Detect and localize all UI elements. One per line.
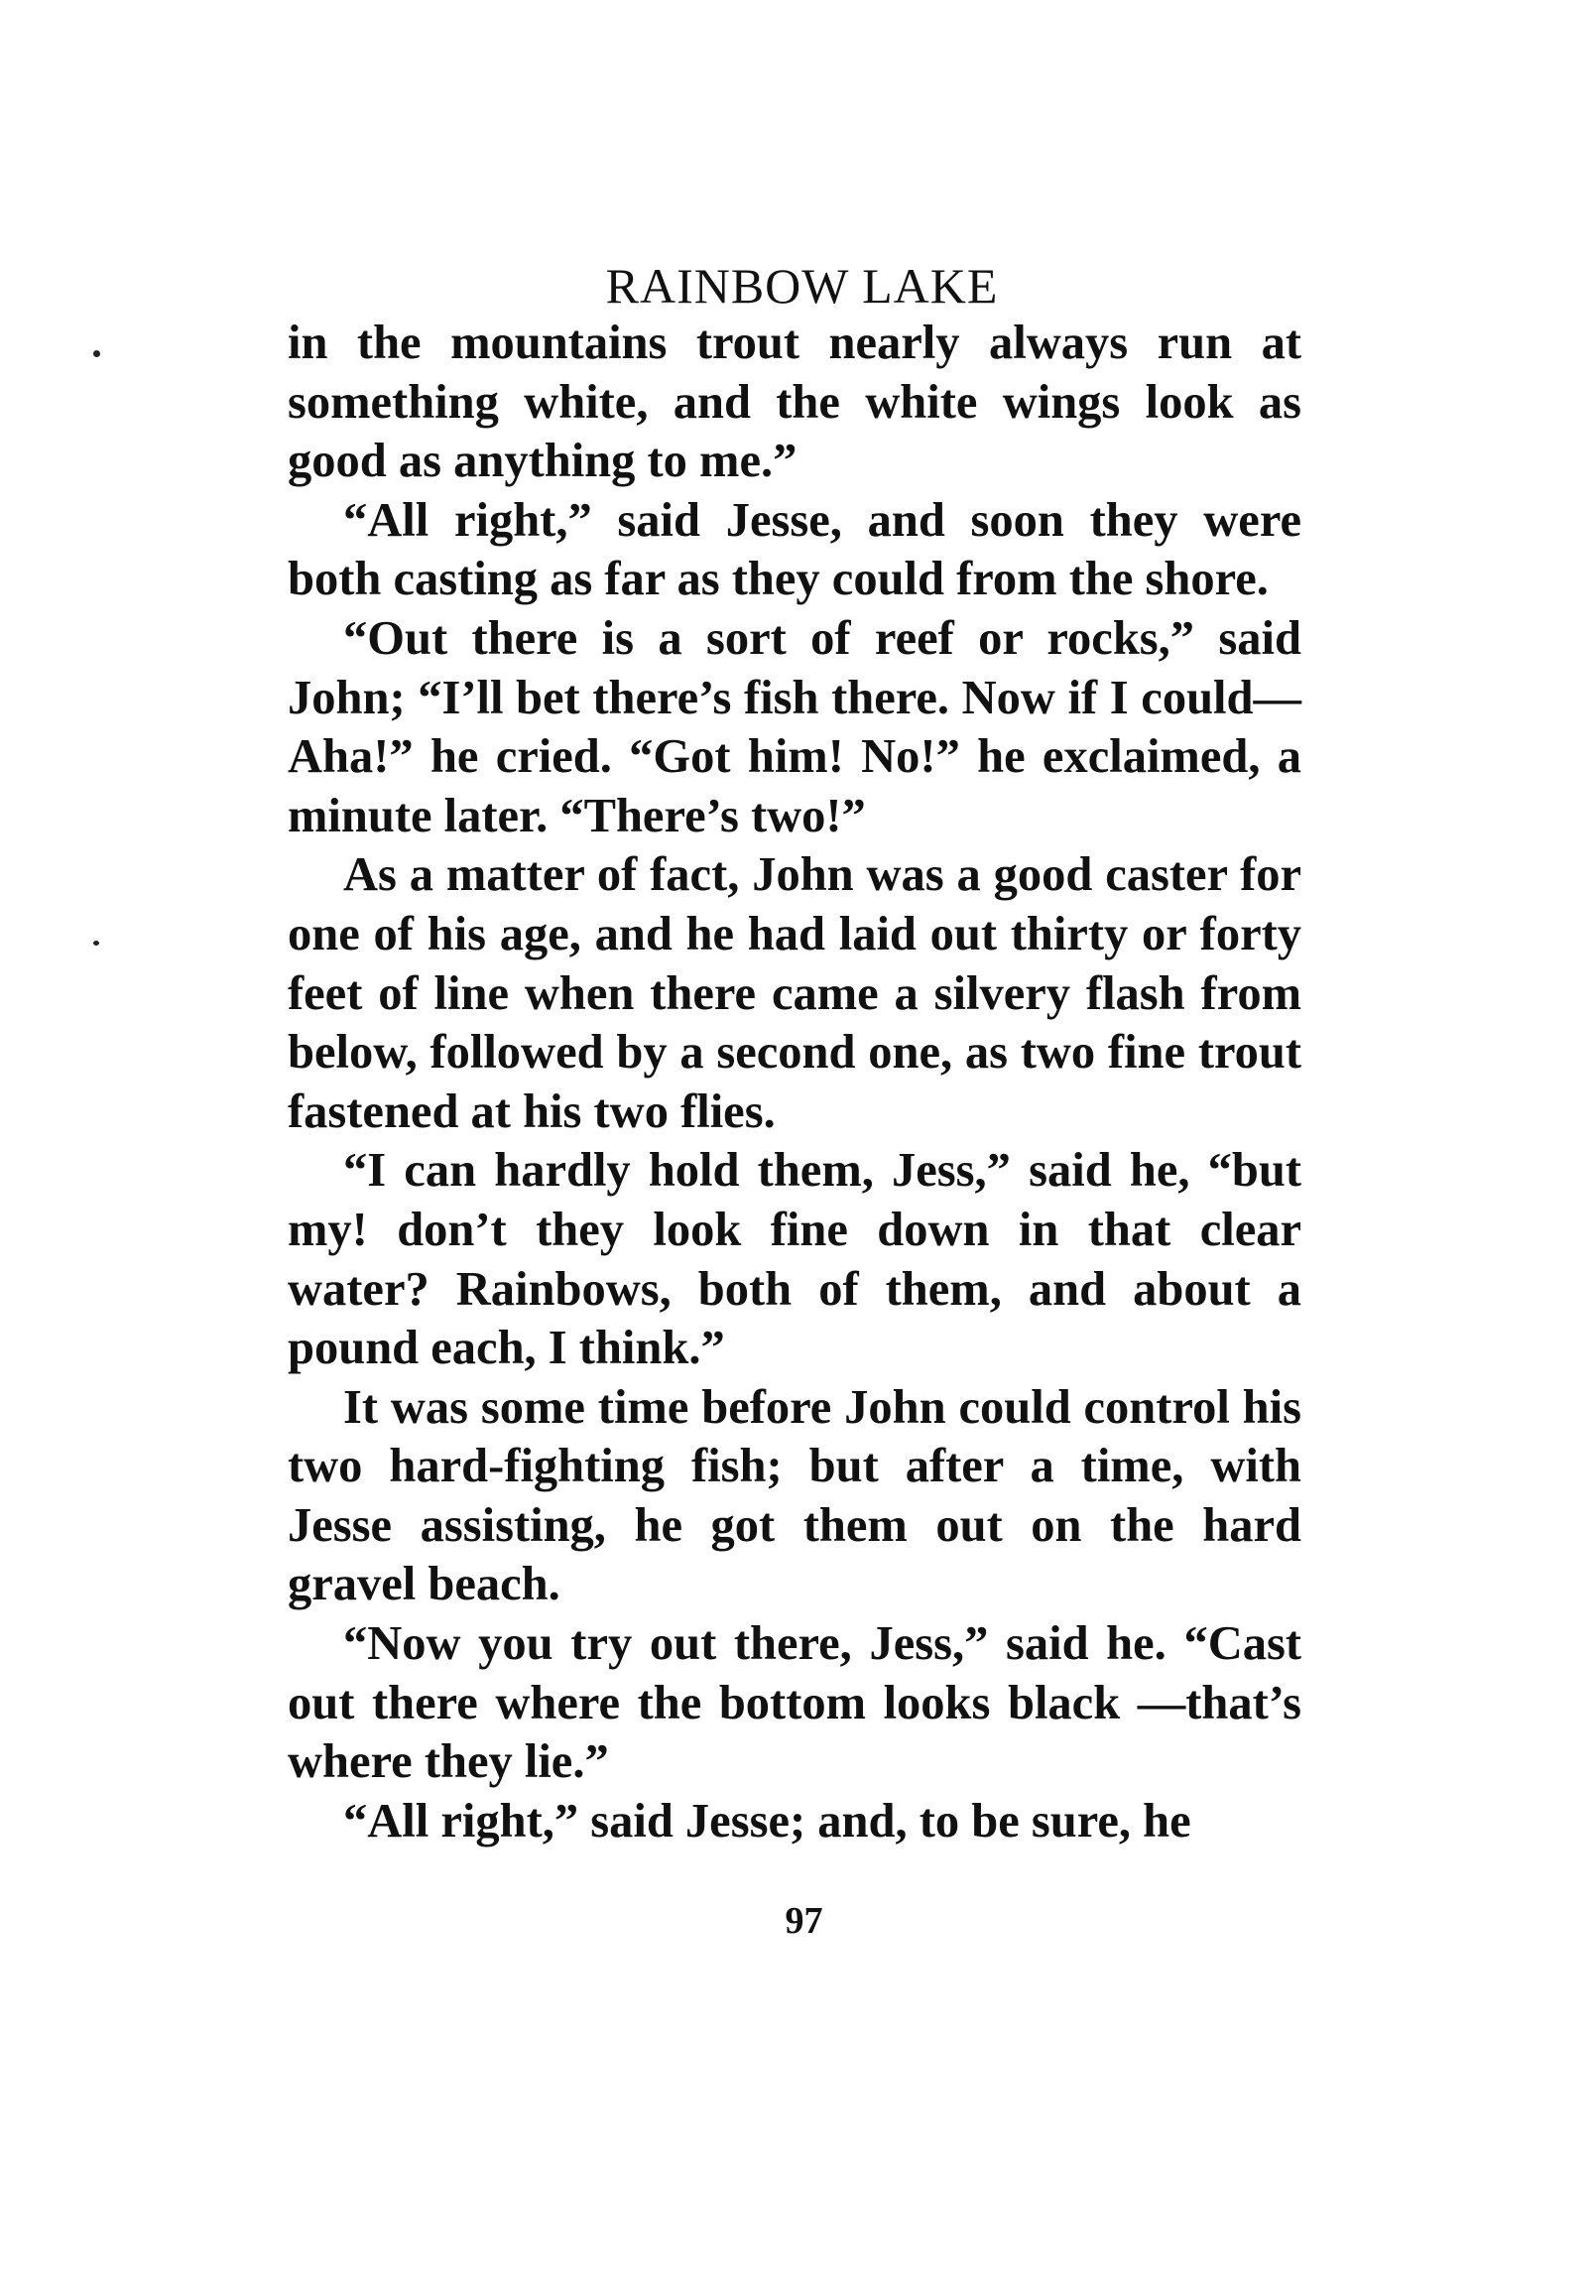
scan-speck [93, 350, 100, 357]
running-head: RAINBOW LAKE [605, 258, 999, 314]
paragraph: “All right,” said Jesse, and soon they were both casting as far as they could from the shore. [288, 493, 1301, 606]
paragraph: “Now you try out there, Jess,” said he. “Cast out there where the bottom looks black —that’s where they lie.” [288, 1617, 1301, 1789]
paragraph: “I can hardly hold them, Jess,” said he, “but my! don’t they look fine down in that clear water? Rainbows, both of them, and about a pound each, I think.” [288, 1144, 1301, 1375]
paragraph: in the mountains trout nearly always run at something white, and the white wings look as good as anything to me.” [288, 317, 1301, 488]
paragraph: As a matter of fact, John was a good caster for one of his age, and he had laid out thirty or forty feet of line when there came a silvery flash from below, followed by a second one, as two fine trout fastened at his two flies. [288, 848, 1301, 1138]
scan-speck [93, 941, 99, 946]
body-text [288, 314, 1301, 1850]
paragraph: It was some time before John could control his two hard-fighting fish; but after a time, with Jesse assisting, he got them out on the hard gravel beach. [288, 1380, 1301, 1611]
paragraph: “All right,” said Jesse; and, to be sure, he [343, 1794, 1191, 1848]
page-number: 97 [785, 1900, 823, 1942]
paragraph: “Out there is a sort of reef or rocks,” said John; “I’ll bet there’s fish there. Now if I could— Aha!” he cried. “Got him! No!” he exclaimed, a minute later. “There’s two!” [288, 611, 1301, 842]
